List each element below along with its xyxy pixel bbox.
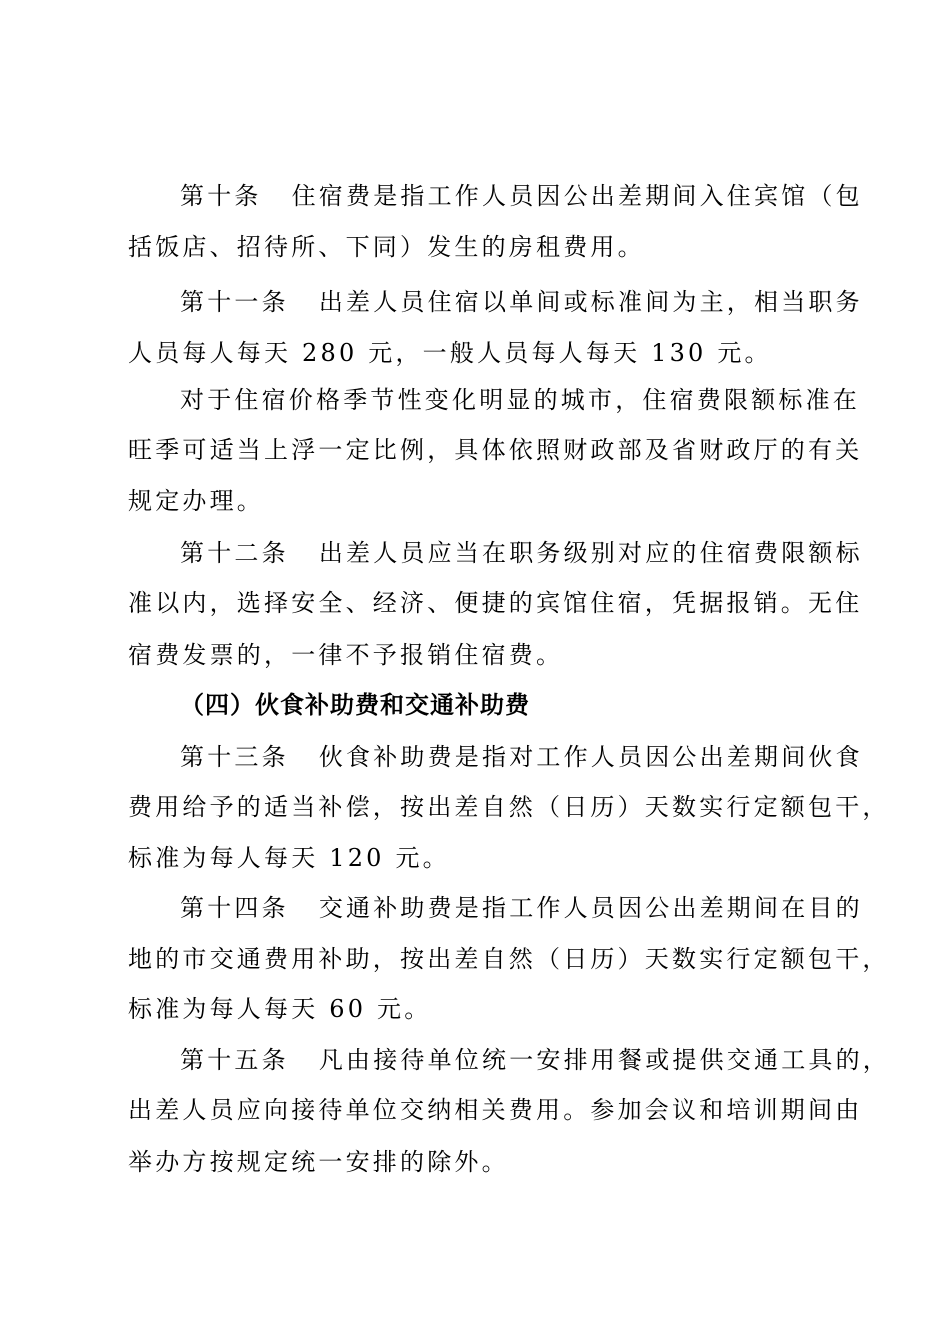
article-13-text-3: 标准为每人每天 120 元。 xyxy=(128,844,450,872)
article-11-text-1: 出差人员住宿以单间或标准间为主，相当职务 xyxy=(318,288,863,316)
article-10-line-1 xyxy=(0,176,950,216)
article-15-text-1: 凡由接待单位统一安排用餐或提供交通工具的， xyxy=(318,1046,891,1074)
article-11-line-2 xyxy=(0,333,950,373)
paragraph-seasonal-text-3: 规定办理。 xyxy=(128,487,264,515)
article-14-line-2 xyxy=(0,939,950,979)
article-13-line-2 xyxy=(0,787,950,827)
article-15-line-3 xyxy=(0,1142,950,1182)
article-14-line-3 xyxy=(0,989,950,1029)
article-15-line-2 xyxy=(0,1090,950,1130)
article-12-text-3: 宿费发票的，一律不予报销住宿费。 xyxy=(128,641,564,669)
article-12-label: 第十二条 xyxy=(180,539,289,567)
article-14-label: 第十四条 xyxy=(180,894,289,922)
article-11-label: 第十一条 xyxy=(180,288,289,316)
article-10-label: 第十条 xyxy=(180,182,262,210)
article-12-text-1: 出差人员应当在职务级别对应的住宿费限额标 xyxy=(318,539,863,567)
article-15-label: 第十五条 xyxy=(180,1046,289,1074)
article-10-text-2: 括饭店、招待所、下同）发生的房租费用。 xyxy=(128,233,645,261)
article-11-text-2: 人员每人每天 280 元，一般人员每人每天 130 元。 xyxy=(128,339,772,367)
article-13-text-1: 伙食补助费是指对工作人员因公出差期间伙食 xyxy=(318,743,863,771)
article-10-text-1: 住宿费是指工作人员因公出差期间入住宾馆（包 xyxy=(291,182,863,210)
article-13-line-1 xyxy=(0,737,950,777)
article-14-line-1 xyxy=(0,888,950,928)
article-13-label: 第十三条 xyxy=(180,743,289,771)
article-14-text-2: 地的市交通费用补助，按出差自然（日历）天数实行定额包干， xyxy=(128,945,890,973)
article-14-text-3: 标准为每人每天 60 元。 xyxy=(128,995,432,1023)
article-12-text-2: 准以内，选择安全、经济、便捷的宾馆住宿，凭据报销。无住 xyxy=(128,589,863,617)
paragraph-seasonal-text-1: 对于住宿价格季节性变化明显的城市，住宿费限额标准在 xyxy=(180,386,860,414)
section-heading xyxy=(0,685,950,725)
article-10-line-2 xyxy=(0,227,950,267)
article-12-line-3 xyxy=(0,635,950,675)
section-heading-text: （四）伙食补助费和交通补助费 xyxy=(180,691,530,719)
article-12-line-2 xyxy=(0,583,950,623)
article-13-text-2: 费用给予的适当补偿，按出差自然（日历）天数实行定额包干， xyxy=(128,793,890,821)
article-15-text-2: 出差人员应向接待单位交纳相关费用。参加会议和培训期间由 xyxy=(128,1096,863,1124)
paragraph-seasonal-text-2: 旺季可适当上浮一定比例，具体依照财政部及省财政厅的有关 xyxy=(128,436,863,464)
article-15-text-3: 举办方按规定统一安排的除外。 xyxy=(128,1148,509,1176)
paragraph-seasonal-line-2 xyxy=(0,430,950,470)
article-14-text-1: 交通补助费是指工作人员因公出差期间在目的 xyxy=(318,894,863,922)
article-13-line-3 xyxy=(0,838,950,878)
article-11-line-1 xyxy=(0,282,950,322)
article-12-line-1 xyxy=(0,533,950,573)
paragraph-seasonal-line-1 xyxy=(0,380,950,420)
paragraph-seasonal-line-3 xyxy=(0,481,950,521)
article-15-line-1 xyxy=(0,1040,950,1080)
